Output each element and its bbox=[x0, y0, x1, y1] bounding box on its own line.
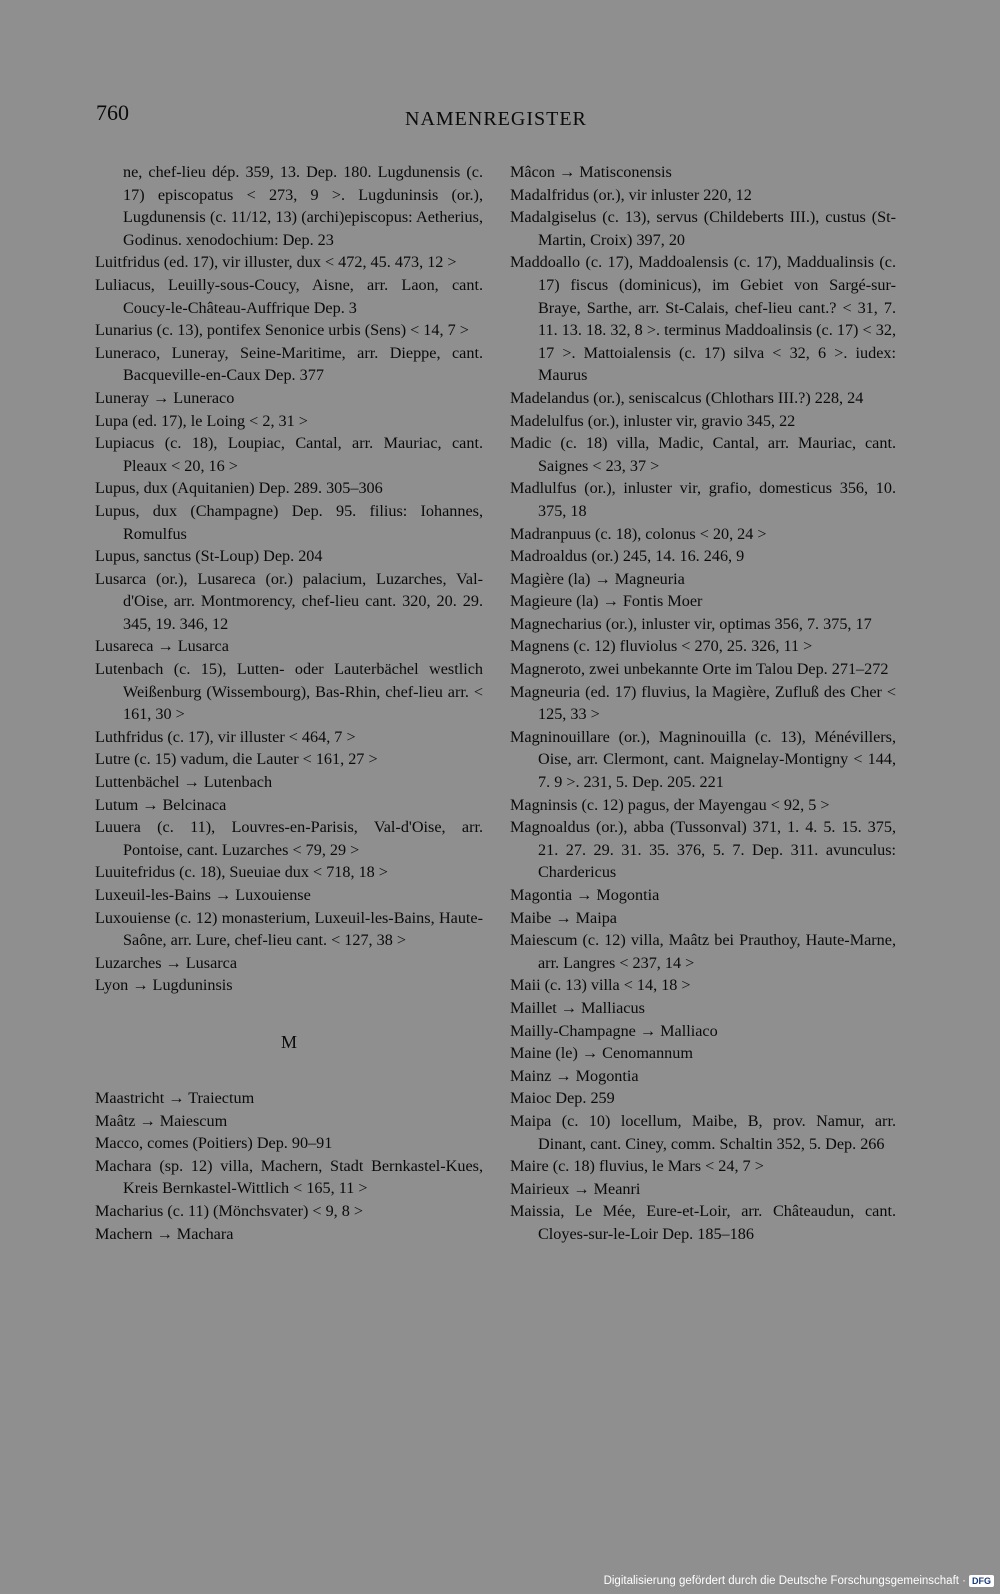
index-entry: Madelandus (or.), seniscalcus (Chlothars III.?) 228, 24 bbox=[510, 388, 864, 407]
index-entry: Luliacus, Leuilly-sous-Coucy, Aisne, arr. Laon, cant. Coucy-le-Château-Auffrique Dep. 3 bbox=[95, 275, 483, 317]
right-entries bbox=[510, 161, 896, 1246]
section-letter: M bbox=[280, 1031, 297, 1052]
index-entry: Madlulfus (or.), inluster vir, grafio, domesticus 356, 10. 375, 18 bbox=[510, 479, 896, 520]
index-entry: Mailly-Champagne → Malliaco bbox=[510, 1021, 718, 1040]
running-title: NAMENREGISTER bbox=[405, 108, 587, 130]
index-entry: Maioc Dep. 259 bbox=[510, 1089, 615, 1108]
section-gap bbox=[95, 997, 483, 1031]
index-entry: Magnecharius (or.), inluster vir, optimas 356, 7. 375, 17 bbox=[510, 614, 872, 633]
index-entry: Lusarca (or.), Lusareca (or.) palacium, Luzarches, Val-d'Oise, arr. Montmorency, chef-lieu cant. 320, 20. 29. 345, 19. 346, 12 bbox=[95, 569, 483, 633]
index-entry: Macco, comes (Poitiers) Dep. 90–91 bbox=[95, 1134, 333, 1153]
index-entry: Mairieux → Meanri bbox=[510, 1179, 641, 1198]
index-entry: Luzarches → Lusarca bbox=[95, 953, 238, 972]
index-entry: Madelulfus (or.), inluster vir, gravio 345, 22 bbox=[510, 411, 796, 430]
index-entry: Madalgiselus (c. 13), servus (Childeberts III.), custus (St-Martin, Croix) 397, 20 bbox=[510, 208, 896, 249]
index-entry: Lupus, sanctus (St-Loup) Dep. 204 bbox=[95, 547, 323, 566]
index-entry: Lupus, dux (Aquitanien) Dep. 289. 305–306 bbox=[95, 479, 383, 498]
index-entry: Magière (la) → Magneuria bbox=[510, 569, 685, 588]
index-entry: Maine (le) → Cenomannum bbox=[510, 1044, 693, 1063]
index-entry: Madranpuus (c. 18), colonus < 20, 24 > bbox=[510, 524, 767, 543]
index-entry: Magieure (la) → Fontis Moer bbox=[510, 592, 703, 611]
index-entry: Magninsis (c. 12) pagus, der Mayengau < 92, 5 > bbox=[510, 795, 830, 814]
left-column bbox=[95, 161, 483, 1245]
index-entry: Maibe → Maipa bbox=[510, 908, 617, 927]
index-entry: Magninouillare (or.), Magninouilla (c. 13), Ménévillers, Oise, arr. Clermont, cant. Maignelay-Montigny < 144, 7. 9 >. 231, 5. Dep. 205. 221 bbox=[510, 727, 896, 792]
index-entry: Maâtz → Maiescum bbox=[95, 1111, 228, 1130]
index-entry: Lutenbach (c. 15), Lutten- oder Lauterbächel westlich Weißenburg (Wissembourg), Bas-Rhin, chef-lieu arr. < 161, 30 > bbox=[95, 660, 483, 724]
index-entry: Maddoallo (c. 17), Maddoalensis (c. 17), Maddualinsis (c. 17) fiscus (dominicus), im Gebiet von Sargé-sur-Braye, Sarthe, arr. St-Calais, chef-lieu cant.? < 31, 7. 11. 13. 18. 32, 8 >. terminus Maddoalinsis (c. 17) < 32, 17 >. Mattoialensis (c. 17) silva < 32, 6 >. iudex: Maurus bbox=[510, 253, 896, 385]
index-entry: Luthfridus (c. 17), vir illuster < 464, 7 > bbox=[95, 727, 356, 746]
index-entry: Magnens (c. 12) fluviolus < 270, 25. 326, 11 > bbox=[510, 637, 813, 656]
page-number: 760 bbox=[96, 100, 129, 125]
index-entry: Maii (c. 13) villa < 14, 18 > bbox=[510, 976, 691, 995]
index-entry: Madalfridus (or.), vir inluster 220, 12 bbox=[510, 185, 752, 204]
index-entry: Maire (c. 18) fluvius, le Mars < 24, 7 > bbox=[510, 1157, 764, 1176]
left-entries-m bbox=[95, 1087, 483, 1245]
index-entry: Magnoaldus (or.), abba (Tussonval) 371, 1. 4. 5. 15. 375, 21. 27. 29. 31. 35. 376, 5. 7. Dep. 311. avunculus: Chardericus bbox=[510, 818, 896, 882]
index-entry: Luitfridus (ed. 17), vir illuster, dux < 472, 45. 473, 12 > bbox=[95, 253, 457, 272]
index-entry: Lyon → Lugduninsis bbox=[95, 976, 233, 995]
index-entry: Machern → Machara bbox=[95, 1224, 234, 1243]
index-entry: Madic (c. 18) villa, Madic, Cantal, arr. Mauriac, cant. Saignes < 23, 37 > bbox=[510, 434, 896, 475]
index-entry: ne, chef-lieu dép. 359, 13. Dep. 180. Lugdunensis (c. 17) episcopatus < 273, 9 >. Lugduninsis (or.), Lugdunensis (c. 11/12, 13) (archi)episcopus: Aetherius, Godinus. xenodochium: Dep. 23 bbox=[123, 163, 483, 249]
index-entry: Lupiacus (c. 18), Loupiac, Cantal, arr. Mauriac, cant. Pleaux < 20, 16 > bbox=[95, 434, 483, 475]
index-entry: Luneraco, Luneray, Seine-Maritime, arr. Dieppe, cant. Bacqueville-en-Caux Dep. 377 bbox=[95, 343, 483, 385]
index-entry: Luttenbächel → Lutenbach bbox=[95, 773, 273, 792]
index-entry: Lusareca → Lusarca bbox=[95, 637, 229, 656]
index-entry: Maissia, Le Mée, Eure-et-Loir, arr. Châteaudun, cant. Cloyes-sur-le-Loir Dep. 185–186 bbox=[510, 1202, 896, 1243]
index-entry: Madroaldus (or.) 245, 14. 16. 246, 9 bbox=[510, 547, 745, 566]
index-entry: Luxeuil-les-Bains → Luxouiense bbox=[95, 886, 311, 904]
section-gap bbox=[95, 1053, 483, 1087]
index-entry: Luuera (c. 11), Louvres-en-Parisis, Val-d'Oise, arr. Pontoise, cant. Luzarches < 79, 29 > bbox=[95, 818, 483, 859]
index-entry: Maipa (c. 10) locellum, Maibe, B, prov. Namur, arr. Dinant, cant. Ciney, comm. Schaltin 352, 5. Dep. 266 bbox=[510, 1111, 896, 1153]
index-entry: Macharius (c. 11) (Mönchsvater) < 9, 8 > bbox=[95, 1201, 364, 1220]
index-entry: Magneroto, zwei unbekannte Orte im Talou Dep. 271–272 bbox=[510, 660, 889, 679]
index-entry: Maillet → Malliacus bbox=[510, 998, 645, 1017]
index-entry: Luuitefridus (c. 18), Sueuiae dux < 718, 18 > bbox=[95, 863, 388, 882]
index-entry: Maiescum (c. 12) villa, Maâtz bei Prauthoy, Haute-Marne, arr. Langres < 237, 14 > bbox=[510, 931, 896, 972]
index-entry: Magneuria (ed. 17) fluvius, la Magière, Zufluß des Cher < 125, 33 > bbox=[510, 682, 896, 724]
right-column bbox=[510, 161, 896, 1246]
footer bbox=[604, 1572, 994, 1590]
dfg-logo: DFG bbox=[969, 1575, 994, 1587]
index-entry: Mainz → Mogontia bbox=[510, 1066, 639, 1085]
index-entry: Luxouiense (c. 12) monasterium, Luxeuil-les-Bains, Haute-Saône, arr. Lure, chef-lieu cant. < 127, 38 > bbox=[95, 908, 483, 950]
index-entry: Luneray → Luneraco bbox=[95, 388, 235, 407]
left-entries bbox=[95, 161, 483, 997]
footer-text: Digitalisierung gefördert durch die Deutsche Forschungsgemeinschaft · bbox=[603, 1575, 966, 1587]
index-entry: Machara (sp. 12) villa, Machern, Stadt Bernkastel-Kues, Kreis Bernkastel-Wittlich < 165, 11 > bbox=[95, 1156, 483, 1198]
index-entry: Lupus, dux (Champagne) Dep. 95. filius: Iohannes, Romulfus bbox=[95, 501, 483, 543]
index-entry: Maastricht → Traiectum bbox=[95, 1088, 255, 1107]
index-entry: Lutre (c. 15) vadum, die Lauter < 161, 27 > bbox=[95, 750, 378, 769]
index-entry: Lutum → Belcinaca bbox=[95, 795, 227, 814]
index-entry: Mâcon → Matisconensis bbox=[510, 163, 672, 181]
index-entry: Magontia → Mogontia bbox=[510, 886, 660, 904]
index-entry: Lunarius (c. 13), pontifex Senonice urbis (Sens) < 14, 7 > bbox=[95, 321, 469, 340]
index-entry: Lupa (ed. 17), le Loing < 2, 31 > bbox=[95, 411, 308, 430]
